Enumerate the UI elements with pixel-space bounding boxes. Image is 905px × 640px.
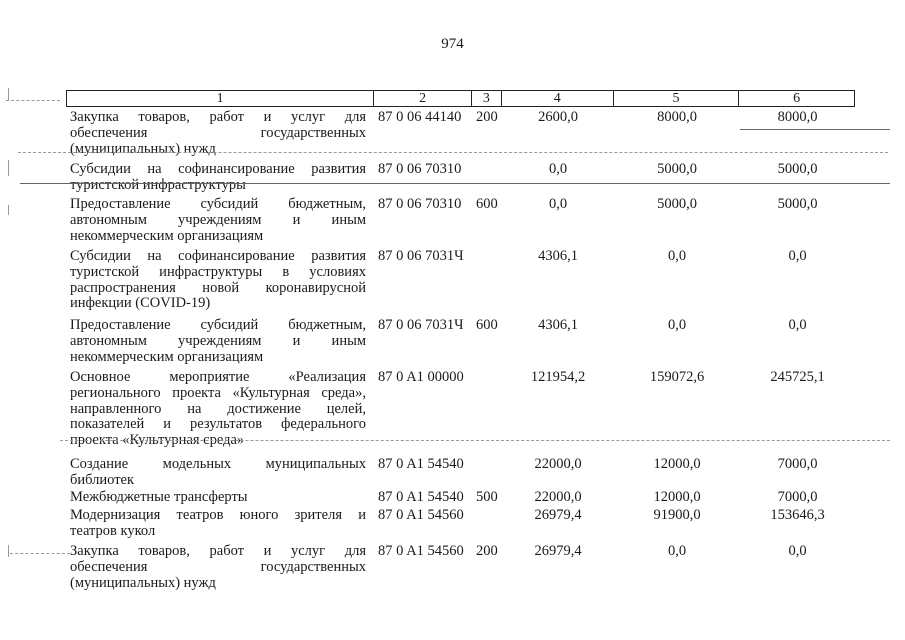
row-code: 87 0 A1 54560 [378, 507, 464, 523]
row-value-col5: 12000,0 [653, 456, 701, 472]
row-name: Субсидии на софинансирование развития туристской инфраструктуры в условиях распространения новой коронавирусной инфекции (COVID-19) [70, 248, 366, 312]
row-type: 500 [476, 489, 498, 505]
row-value-col4: 121954,2 [530, 369, 586, 385]
row-name: Закупка товаров, работ и услуг для обеспечения государственных (муниципальных) нужд [70, 109, 366, 157]
row-value-col6: 5000,0 [777, 196, 818, 212]
header-col-5: 5 [614, 91, 740, 106]
scan-line [740, 129, 890, 130]
row-value-col6: 245725,1 [770, 369, 825, 385]
row-code: 87 0 06 7031Ч [378, 248, 464, 264]
row-value-col5: 0,0 [667, 543, 687, 559]
row-code: 87 0 A1 00000 [378, 369, 464, 385]
row-value-col5: 159072,6 [649, 369, 705, 385]
row-value-col4: 26979,4 [534, 507, 582, 523]
row-name: Модернизация театров юного зрителя и театров кукол [70, 507, 366, 539]
row-name: Закупка товаров, работ и услуг для обеспечения государственных (муниципальных) нужд [70, 543, 366, 591]
row-code: 87 0 A1 54540 [378, 456, 464, 472]
row-value-col5: 12000,0 [653, 489, 701, 505]
scan-line [6, 100, 60, 101]
row-code: 87 0 06 44140 [378, 109, 462, 125]
header-col-3: 3 [472, 91, 502, 106]
row-value-col4: 4306,1 [538, 317, 578, 333]
row-value-col4: 0,0 [548, 161, 568, 177]
scan-line [10, 553, 70, 554]
row-name: Субсидии на софинансирование развития туристской инфраструктуры [70, 161, 366, 193]
row-value-col6: 8000,0 [777, 109, 818, 125]
page-number: 974 [441, 36, 464, 52]
row-code: 87 0 A1 54540 [378, 489, 464, 505]
row-name: Создание модельных муниципальных библиотек [70, 456, 366, 488]
row-value-col6: 7000,0 [777, 456, 818, 472]
row-value-col4: 26979,4 [534, 543, 582, 559]
scan-mark [8, 160, 9, 176]
row-code: 87 0 06 70310 [378, 161, 462, 177]
row-value-col4: 2600,0 [538, 109, 578, 125]
header-col-2: 2 [374, 91, 472, 106]
row-value-col4: 4306,1 [538, 248, 578, 264]
row-type: 600 [476, 196, 498, 212]
row-type: 200 [476, 109, 498, 125]
row-name: Межбюджетные трансферты [70, 489, 248, 505]
scan-mark [8, 88, 9, 100]
row-value-col5: 0,0 [667, 317, 687, 333]
row-value-col5: 5000,0 [657, 161, 697, 177]
row-value-col6: 153646,3 [770, 507, 825, 523]
row-name: Предоставление субсидий бюджетным, автономным учреждениям и иным некоммерческим организациям [70, 317, 366, 365]
row-value-col4: 22000,0 [534, 456, 582, 472]
row-value-col4: 0,0 [548, 196, 568, 212]
row-type: 200 [476, 543, 498, 559]
row-name: Предоставление субсидий бюджетным, автономным учреждениям и иным некоммерческим организациям [70, 196, 366, 244]
header-col-6: 6 [793, 91, 801, 106]
header-col-1: 1 [67, 91, 374, 106]
row-value-col5: 5000,0 [657, 196, 697, 212]
row-value-col6: 0,0 [788, 248, 807, 264]
row-type: 600 [476, 317, 498, 333]
row-value-col5: 0,0 [667, 248, 687, 264]
table-header [66, 90, 855, 107]
row-name: Основное мероприятие «Реализация регионального проекта «Культурная среда», направленного на достижение целей, показателей и результатов федерального проекта «Культурная среда» [70, 369, 366, 449]
row-code: 87 0 A1 54560 [378, 543, 464, 559]
scan-line [60, 440, 890, 441]
row-code: 87 0 06 7031Ч [378, 317, 464, 333]
scan-line [18, 152, 888, 153]
row-value-col5: 91900,0 [653, 507, 701, 523]
row-value-col6: 0,0 [788, 317, 807, 333]
scan-mark [8, 205, 9, 215]
row-code: 87 0 06 70310 [378, 196, 462, 212]
scan-line [20, 183, 890, 184]
row-value-col6: 5000,0 [777, 161, 818, 177]
row-value-col5: 8000,0 [657, 109, 697, 125]
header-col-4: 4 [502, 91, 614, 106]
row-value-col4: 22000,0 [534, 489, 582, 505]
row-value-col6: 7000,0 [777, 489, 818, 505]
row-value-col6: 0,0 [788, 543, 807, 559]
scan-mark [8, 545, 9, 557]
